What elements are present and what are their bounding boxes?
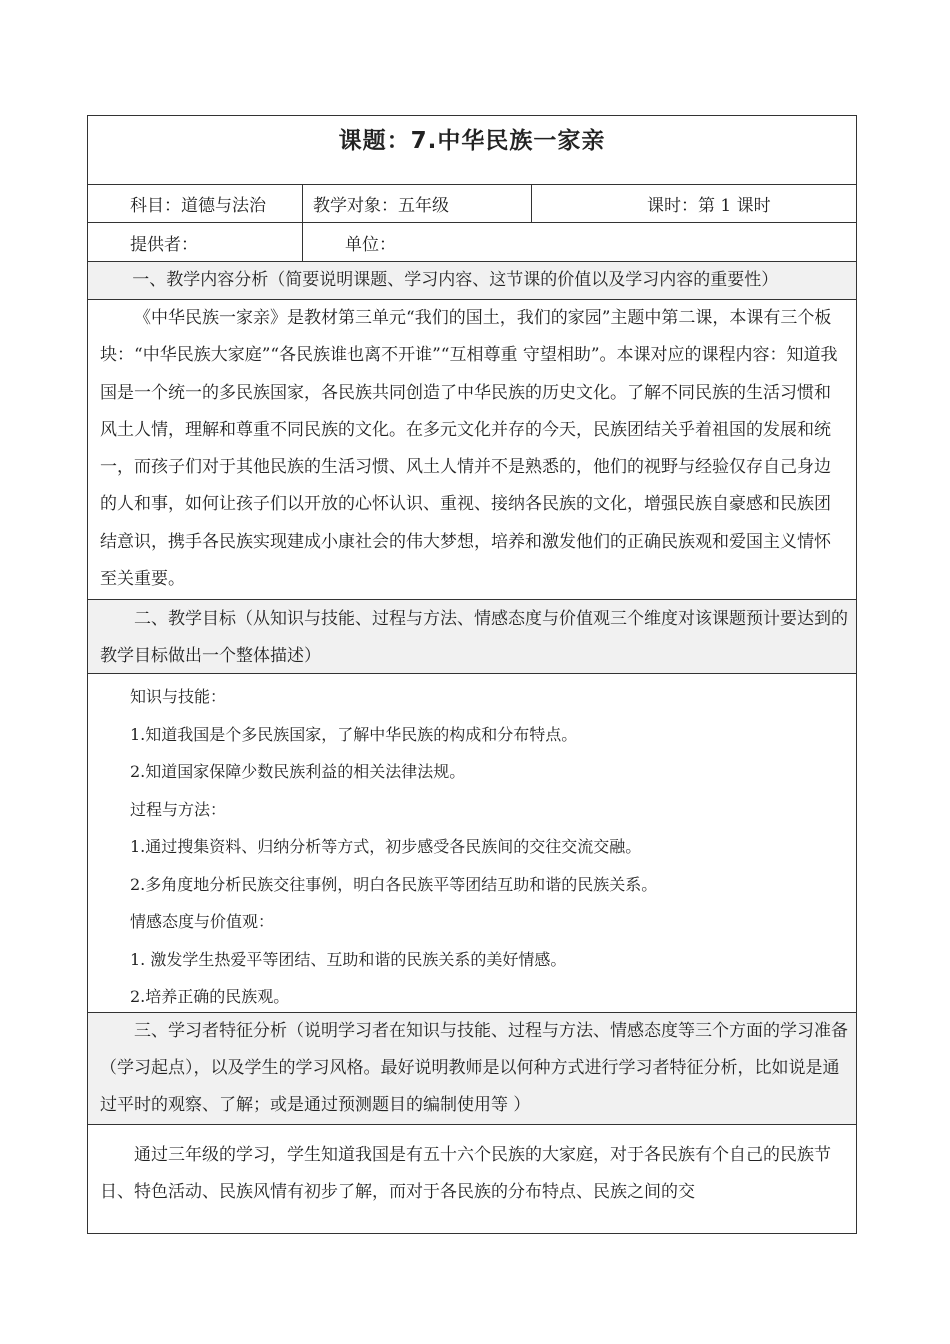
period-cell: 课时：第 1 课时 — [647, 196, 771, 216]
provider-row — [88, 223, 856, 262]
goal-line: 1.通过搜集资料、归纳分析等方式，初步感受各民族间的交往交流交融。 — [130, 837, 642, 856]
goal-line: 2.培养正确的民族观。 — [130, 987, 290, 1006]
page-title: 课题：7.中华民族一家亲 — [338, 128, 606, 154]
goal-line: 1. 激发学生热爱平等团结、互助和谐的民族关系的美好情感。 — [130, 949, 567, 969]
unit-cell: 单位： — [345, 234, 396, 255]
lesson-plan-table — [87, 115, 857, 1234]
section1-body: 《中华民族一家亲》是教材第三单元“我们的国土，我们的家园”主题中第二课，本课有三个板块：“中华民族大家庭”“各民族谁也离不开谁”“互相尊重 守望相助”。本课对应的课程内容：知道我国是一个统一的多民族国家，各民族共同创造了中华民族的历史文化。了解不同民族的生活习惯和风土人情，理解和尊重不同民族的文化。在多元文化并存的今天，民族团结关乎着祖国的发展和统一，而孩子们对于其他民族的生活习惯、风土人情并不是熟悉的，他们的视野与经验仅存自己身边的人和事，如何让孩子们以开放的心怀认识、重视、接纳各民族的文化，增强民族自豪感和民族团结意识，携手各民族实现建成小康社会的伟大梦想，培养和激发他们的正确民族观和爱国主义情怀至关重要。 — [88, 300, 856, 600]
goal-line: 知识与技能： — [130, 687, 227, 706]
provider-cell: 提供者： — [88, 223, 303, 261]
subject-cell: 科目：道德与法治 — [88, 185, 303, 222]
title-row — [88, 116, 856, 185]
section3-heading: 三、学习者特征分析（说明学习者在知识与技能、过程与方法、情感态度等三个方面的学习准备（学习起点），以及学生的学习风格。最好说明教师是以何种方式进行学习者特征分析，比如说是通过平时的观察、了解；或是通过预测题目的编制使用等 ） — [88, 1013, 856, 1125]
goal-line: 1.知道我国是个多民族国家，了解中华民族的构成和分布特点。 — [130, 724, 578, 744]
goal-line: 2.知道国家保障少数民族利益的相关法律法规。 — [130, 762, 466, 781]
section2-goals — [88, 674, 856, 1013]
meta-row — [88, 185, 856, 223]
goal-line: 过程与方法： — [130, 799, 227, 819]
goal-line: 情感态度与价值观： — [130, 912, 275, 931]
target-cell: 教学对象：五年级 — [303, 185, 532, 222]
section3-body: 通过三年级的学习，学生知道我国是有五十六个民族的大家庭，对于各民族有个自己的民族节日、特色活动、民族风情有初步了解，而对于各民族的分布特点、民族之间的交 — [100, 1145, 831, 1203]
section2-heading: 二、教学目标（从知识与技能、过程与方法、情感态度与价值观三个维度对该课题预计要达到的教学目标做出一个整体描述） — [88, 600, 856, 674]
section1-heading: 一、教学内容分析（简要说明课题、学习内容、这节课的价值以及学习内容的重要性） — [88, 262, 856, 300]
goal-line: 2.多角度地分析民族交往事例，明白各民族平等团结互助和谐的民族关系。 — [130, 874, 658, 894]
